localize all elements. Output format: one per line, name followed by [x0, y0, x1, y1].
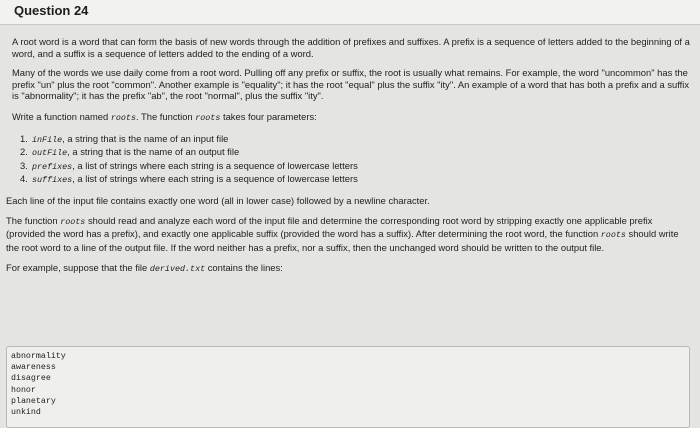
example-paragraph [6, 262, 694, 276]
fn-post-text: should write the root word to a line of the output file. If the word neither has a prefix, nor a suffix, then the unchanged word should be written to the output file. [6, 228, 679, 253]
write-post-text: takes four parameters: [220, 110, 317, 122]
file-line: awareness [11, 363, 56, 373]
parameter-item [20, 173, 694, 187]
parameter-name: prefixes [32, 161, 73, 172]
parameter-number: 3. [20, 159, 28, 171]
parameter-desc: , a string that is the name of an input file [62, 132, 229, 144]
question-body [6, 30, 694, 276]
file-line: disagree [11, 374, 51, 384]
question-title: Question 24 [14, 3, 89, 18]
fn-mid-text: should read and analyze each word of the input file and determine the corresponding root word by stripping exactly one applicable prefix (provided the word has a prefix), and exactly one applicable suffix (provided the word has a suffix). After determining the root word, the function [6, 214, 653, 240]
write-pre-text: Write a function named [12, 110, 111, 122]
intro-paragraph: A root word is a word that can form the basis of new words through the addition of prefixes and suffixes. A prefix is a sequence of letters added to the beginning of a word, and a suffix is a sequence of letters added to the ending of a word. [12, 36, 690, 59]
file-line: abnormality [11, 352, 66, 361]
parameter-name: suffixes [32, 175, 73, 186]
function-behavior-paragraph [6, 215, 694, 254]
parameter-number: 2. [20, 146, 28, 158]
parameter-item [20, 133, 694, 147]
example-pre-text: For example, suppose that the file [6, 262, 150, 274]
parameter-number: 4. [20, 173, 28, 185]
example-post-text: contains the lines: [205, 262, 283, 274]
write-mid-text: . The function [135, 110, 196, 122]
parameter-item [20, 160, 694, 174]
parameter-name: inFile [32, 134, 63, 145]
function-name-code-2: roots [195, 112, 221, 123]
file-line: unkind [11, 408, 41, 418]
function-name-code-3: roots [60, 216, 86, 227]
parameter-number: 1. [20, 132, 28, 144]
parameter-desc: , a list of strings where each string is a sequence of lowercase letters [72, 159, 358, 171]
parameter-name: outFile [32, 148, 68, 159]
parameter-desc: , a list of strings where each string is a sequence of lowercase letters [72, 173, 358, 185]
file-line: honor [11, 385, 36, 395]
fn-pre-text: The function [6, 214, 61, 226]
function-name-code: roots [110, 112, 136, 123]
example-file-name: derived.txt [149, 264, 206, 275]
examples-paragraph: Many of the words we use daily come from a root word. Pulling off any prefix or suffix, the root is usually what remains. For example, the word "uncommon" has the prefix "un" plus the root "common". Another example is "equality"; it has the root "equal" plus the suffix "ity". An example of a word that has both a prefix and a suffix is "abnormality"; it has the prefix "ab", the root "normal", plus the suffix "ity". [12, 67, 690, 102]
parameter-list [6, 133, 694, 187]
input-format-paragraph: Each line of the input file contains exactly one word (all in lower case) followed by a newline character. [6, 194, 430, 206]
parameter-desc: , a string that is the name of an output file [67, 146, 240, 158]
file-line: planetary [11, 396, 56, 406]
file-contents-box [6, 346, 690, 428]
write-function-paragraph [6, 111, 694, 125]
parameter-item [20, 146, 694, 160]
file-lines [11, 351, 66, 418]
function-name-code-4: roots [600, 230, 626, 241]
question-header [0, 0, 700, 25]
